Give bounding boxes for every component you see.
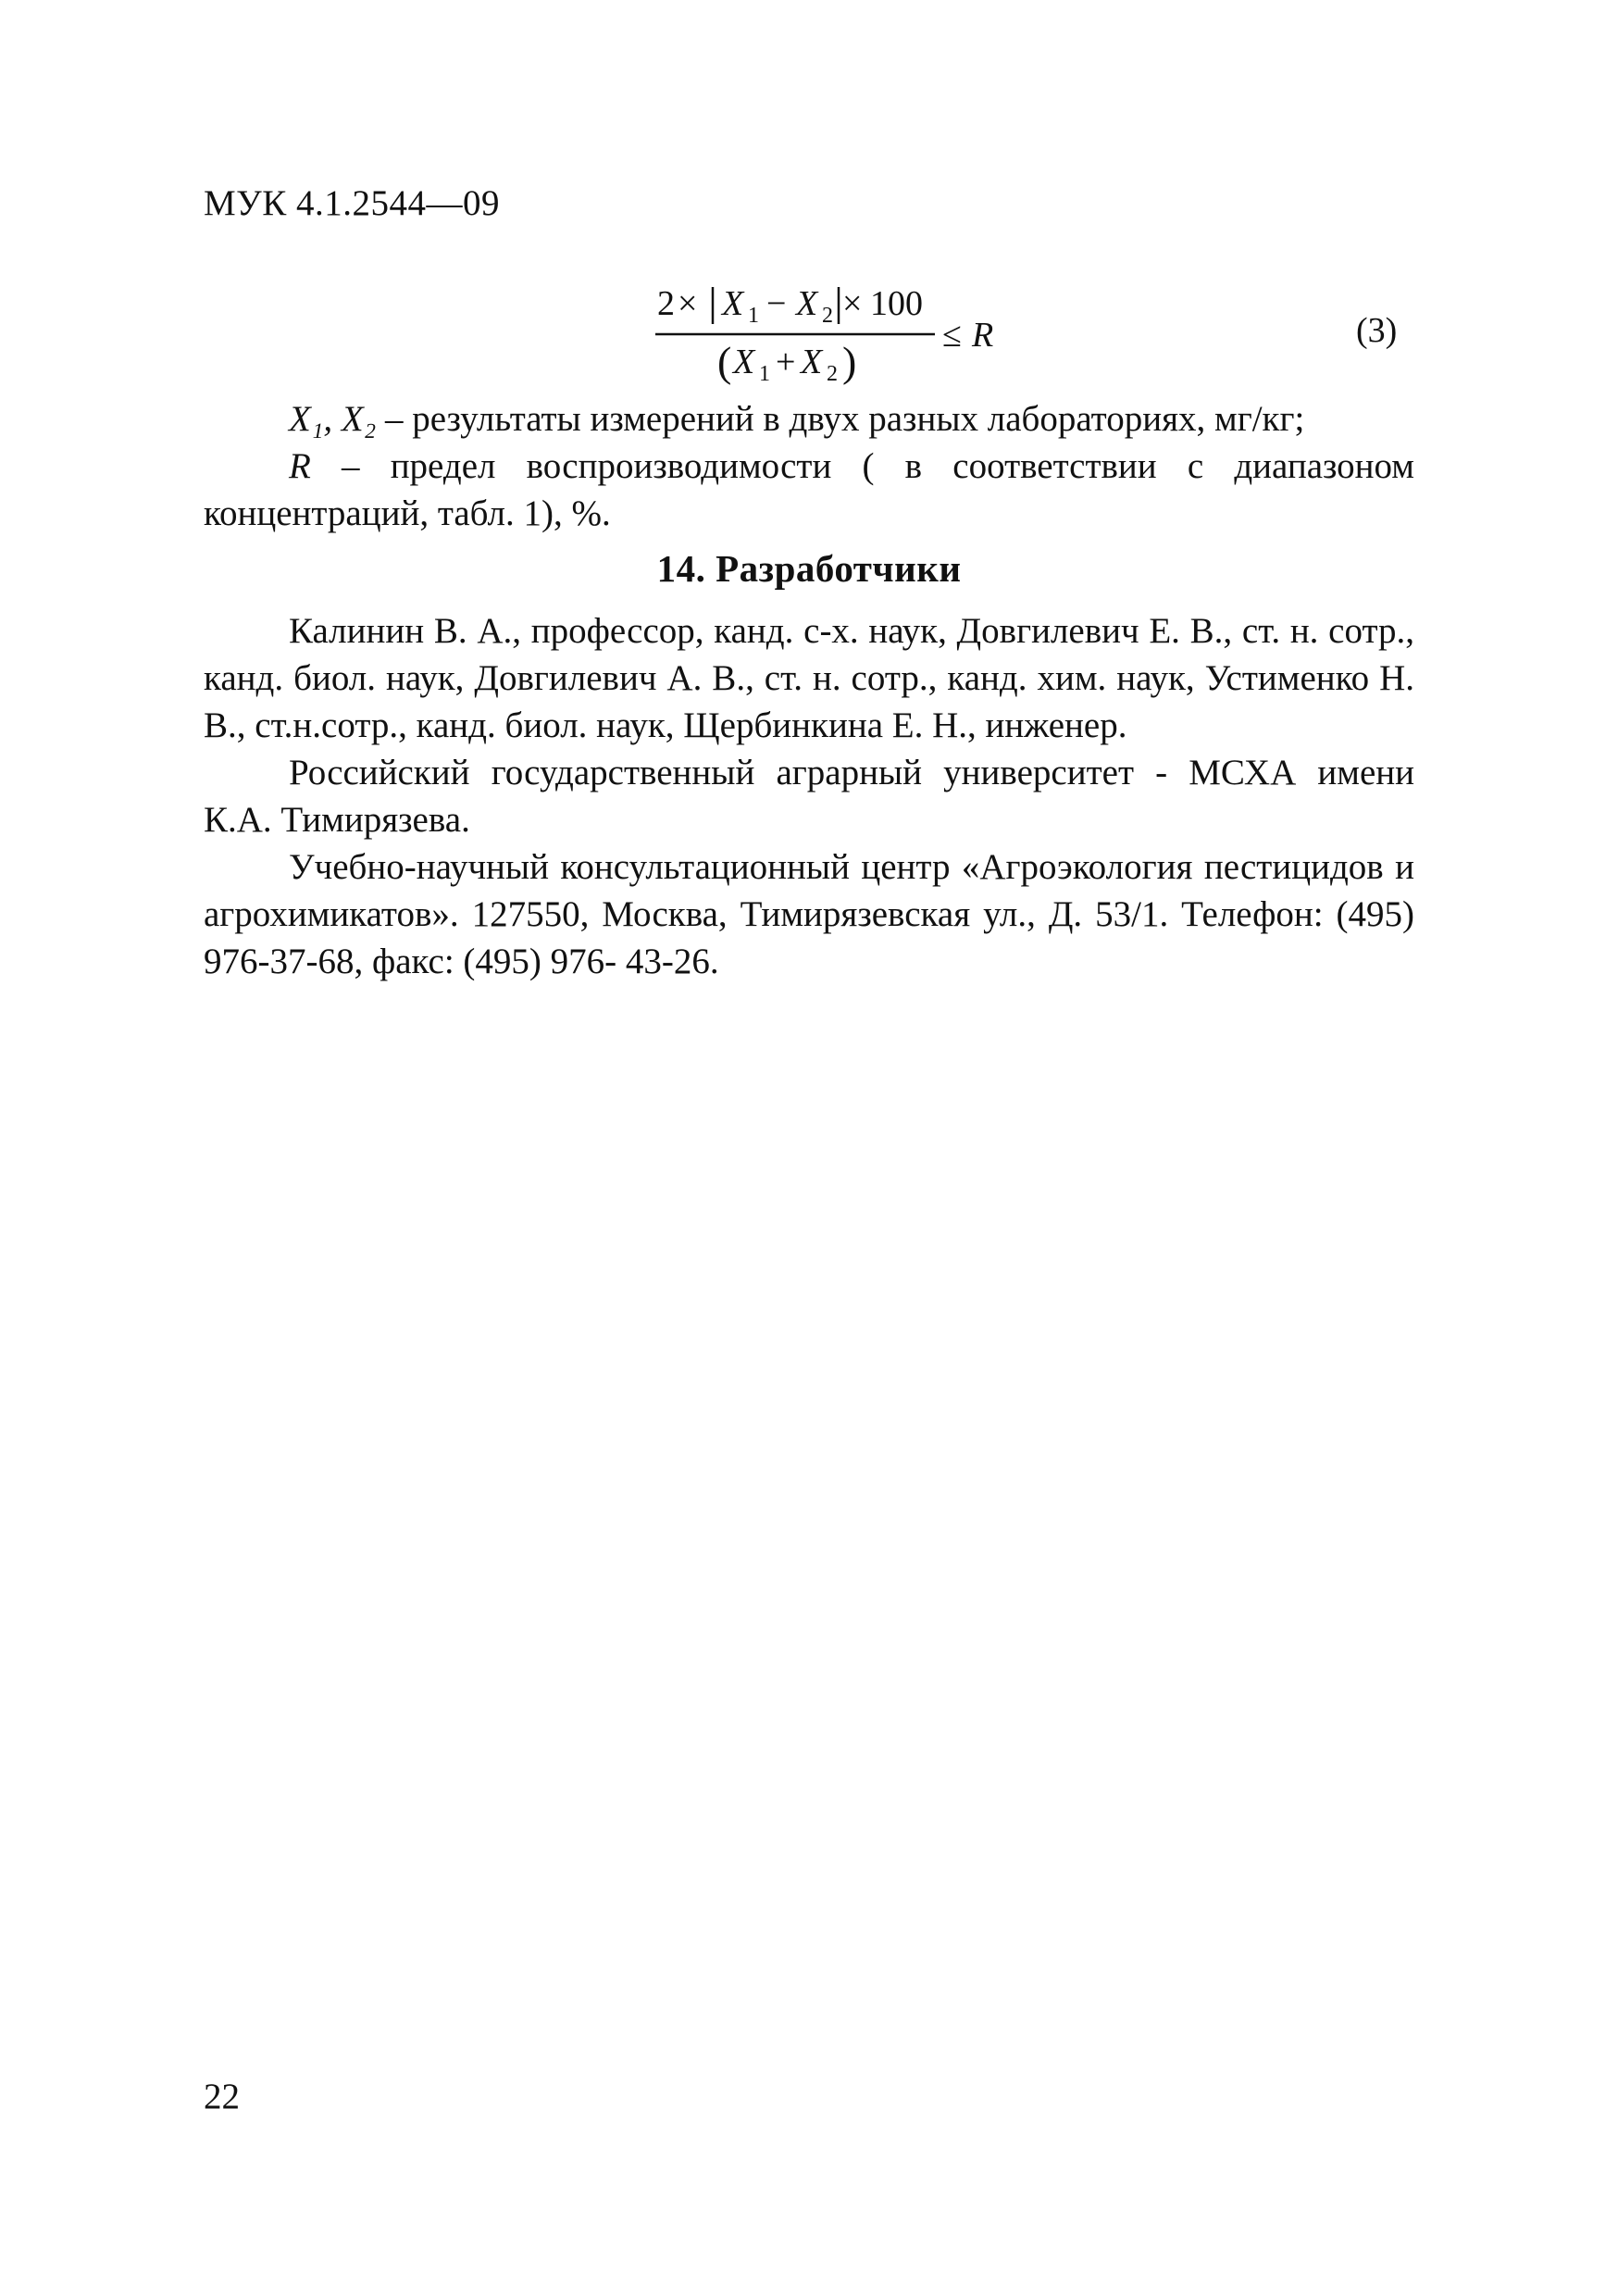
formula-3 <box>648 276 1037 396</box>
formula-den-x2: X <box>801 343 823 381</box>
section-heading: 14. Разработчики <box>656 547 962 590</box>
formula-number: (3) <box>1356 311 1398 350</box>
formula-coef: 2 <box>657 284 675 323</box>
formula-den-x1: X <box>733 343 755 381</box>
definition-x-symbol: X₁, X₂ <box>289 399 377 439</box>
formula-definitions <box>204 395 1414 537</box>
formula-r: R <box>972 316 994 355</box>
formula-paren-right: ) <box>842 338 857 385</box>
formula-x1: X <box>722 284 744 323</box>
developers-paragraph: Калинин В. А., профессор, канд. с-х. наук, Довгилевич Е. В., ст. н. сотр., канд. биол. наук, Довгилевич А. В., ст. н. сотр., канд. хим. наук, Устименко Н. В., ст.н.сотр., канд. биол. наук, Щербинкина Е. Н., инженер. <box>204 611 1414 745</box>
formula-sub2: 2 <box>822 304 833 328</box>
formula-times-1: × <box>678 284 698 323</box>
definition-r <box>204 443 1414 537</box>
formula-den-sub1: 1 <box>759 362 770 386</box>
center-paragraph: Учебно-научный консультационный центр «Агроэкология пестицидов и агрохимикатов». 127550, Москва, Тимирязевская ул., Д. 53/1. Телефон: (495) 976-37-68, факс: (495) 976- 43-26. <box>204 847 1414 981</box>
formula-den-sub2: 2 <box>827 362 838 386</box>
running-header: МУК 4.1.2544—09 <box>204 183 501 223</box>
definition-x <box>204 395 1414 443</box>
formula-times-2: × <box>842 284 863 323</box>
definition-r-text: – предел воспроизводимости ( в соответствии с диапазоном концентраций, табл. 1), %. <box>204 446 1414 533</box>
definition-r-symbol: R <box>289 446 311 486</box>
definition-x-text: – результаты измерений в двух разных лабораториях, мг/кг; <box>376 399 1305 439</box>
formula-hundred: 100 <box>870 284 923 323</box>
developers-section <box>204 607 1414 985</box>
formula-le: ≤ <box>942 316 962 355</box>
formula-minus: − <box>766 284 787 323</box>
formula-plus: + <box>776 343 796 381</box>
formula-x2: X <box>796 284 818 323</box>
formula-paren-left: ( <box>717 338 732 385</box>
university-paragraph: Российский государственный аграрный университет - МСХА имени К.А. Тимирязева. <box>204 753 1414 840</box>
page-number: 22 <box>204 2077 240 2116</box>
formula-sub1: 1 <box>748 304 759 328</box>
